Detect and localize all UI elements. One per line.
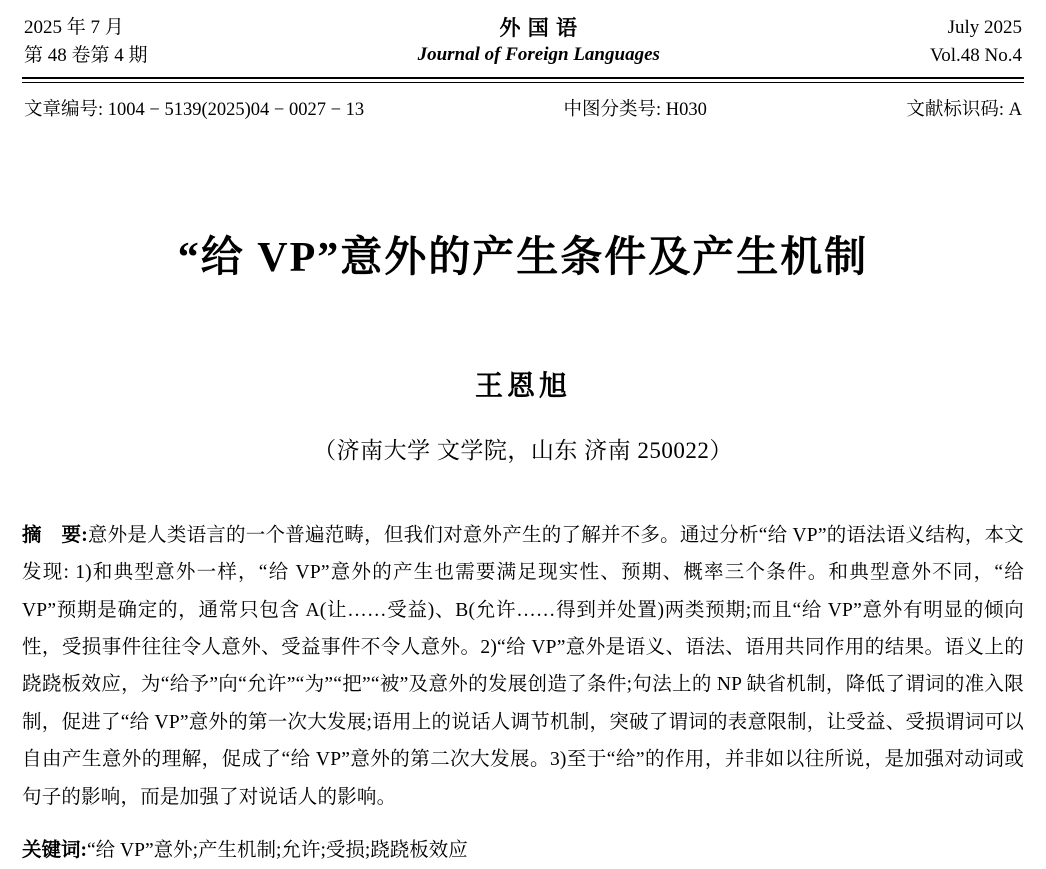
issue-date-cn: 2025 年 7 月 <box>24 17 124 38</box>
volume-issue-cn: 第 48 卷第 4 期 <box>24 44 148 66</box>
volume-issue-en: Vol.48 No.4 <box>929 44 1022 66</box>
masthead-left <box>24 14 148 69</box>
clc-number: 中图分类号: H030 <box>563 100 707 121</box>
issue-date-en: July 2025 <box>947 17 1022 38</box>
masthead-right <box>930 14 1022 69</box>
masthead-center <box>148 14 930 68</box>
author-affiliation: （济南大学 文学院，山东 济南 250022） <box>313 437 733 463</box>
abstract-label: 摘 要: <box>22 524 88 546</box>
document-code: 文献标识码: A <box>906 100 1022 121</box>
article-number: 文章编号: 1004 − 5139(2025)04 − 0027 − 13 <box>24 100 365 121</box>
keywords-block <box>22 832 1024 869</box>
keywords-text: “给 VP”意外;产生机制;允许;受损;跷跷板效应 <box>87 840 468 862</box>
journal-title-en: Journal of Foreign Languages <box>417 44 660 66</box>
journal-title-cn: 外 国 语 <box>499 16 578 40</box>
abstract-text: 意外是人类语言的一个普遍范畴，但我们对意外产生的了解并不多。通过分析“给 VP”的语法语义结构，本文发现: 1)和典型意外一样，“给 VP”意外的产生也需要满足现实性、预期、概率三个条件。和典型意外不同，“给 VP”预期是确定的，通常只包含 A(让……受益)、B(允许……得到并处置)两类预期;而且“给 VP”意外有明显的倾向性，受损事件往往令人意外、受益事件不令人意外。2)“给 VP”意外是语义、语法、语用共同作用的结果。语义上的跷跷板效应，为“给予”向“允许”“为”“把”“被”及意外的发展创造了条件;句法上的 NP 缺省机制，降低了谓词的准入限制，促进了“给 VP”意外的第一次大发展;语用上的说话人调节机制，突破了谓词的表意限制，让受益、受损谓词可以自由产生意外的理解，促成了“给 VP”意外的第二次大发展。3)至于“给”的作用，并非如以往所说，是加强对动词或句子的影响，而是加强了对说话人的影响。 <box>22 524 1024 808</box>
keywords-label: 关键词: <box>22 840 87 862</box>
abstract-block <box>22 517 1024 817</box>
page-title: “给 VP”意外的产生条件及产生机制 <box>177 235 869 282</box>
article-meta-row <box>22 83 1024 121</box>
author-name: 王恩旭 <box>474 370 571 402</box>
masthead <box>22 10 1024 75</box>
